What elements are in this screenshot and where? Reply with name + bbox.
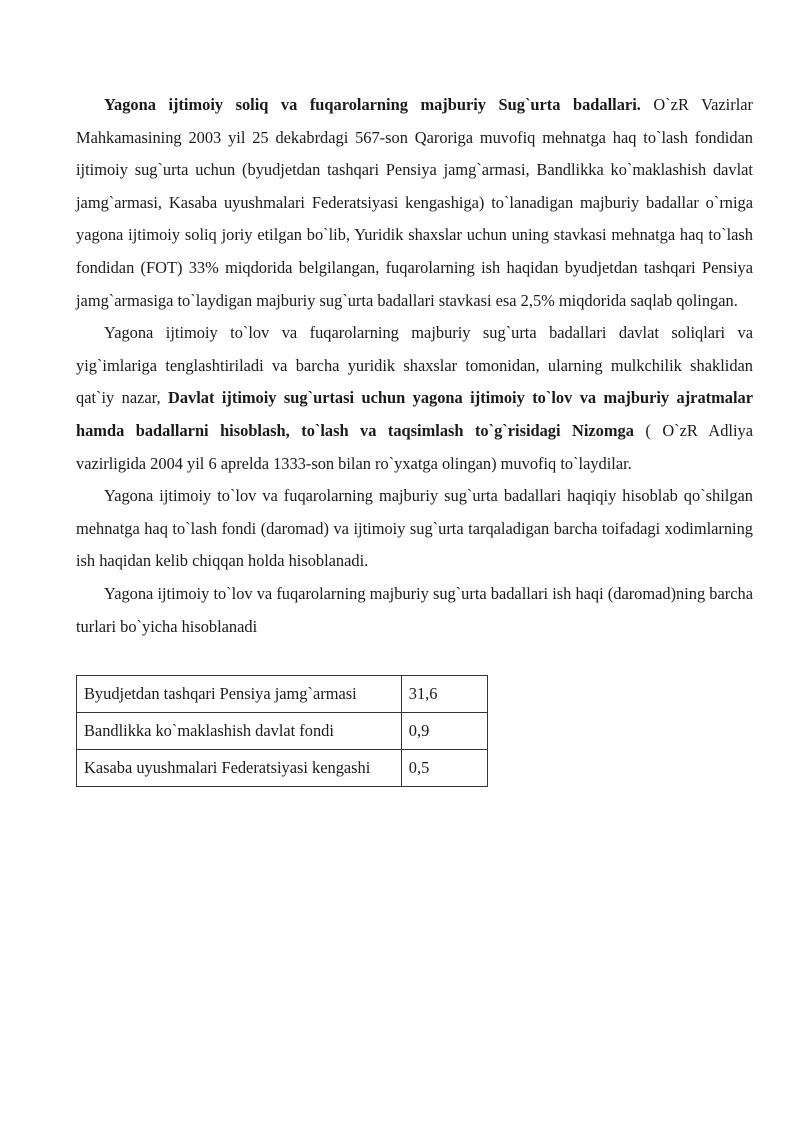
- paragraph-2: [76, 317, 753, 480]
- paragraph-1-text: O`zR Vazirlar Mahkamasining 2003 yil 25 dekabrdagi 567-son Qaroriga muvofiq mehnatga haq to`lash fondidan ijtimoiy sug`urta uchun (byudjetdan tashqari Pensiya jamg`armasi, Bandlikka ko`maklashish davlat jamg`armasi, Kasaba uyushmalari Federatsiyasi kengashiga) to`lanadigan majburiy badallar o`rniga yagona ijtimoiy soliq joriy etilgan bo`lib, Yuridik shaxslar uchun uning stavkasi mehnatga haq to`lash fondidan (FOT) 33% miqdorida belgilangan, fuqarolarning ish haqidan byudjetdan tashqari Pensiya jamg`armasiga to`laydigan majburiy sug`urta badallari stavkasi esa 2,5% miqdorida saqlab qolingan.: [76, 95, 753, 310]
- table-cell-label: Kasaba uyushmalari Federatsiyasi kengashi: [77, 750, 402, 787]
- paragraph-3: [76, 480, 753, 578]
- document-page: [76, 89, 753, 787]
- paragraph-2-text-after: ( O`zR Adliya vazirligida 2004 yil 6 aprelda 1333-son bilan ro`yxatga olingan) muvofiq to`laydilar.: [76, 420, 753, 473]
- paragraph-4: [76, 578, 753, 643]
- paragraph-3-text: Yagona ijtimoiy to`lov va fuqarolarning majburiy sug`urta badallari haqiqiy hisoblab qo`shilgan mehnatga haq to`lash fondi (daromad) va ijtimoiy sug`urta tarqaladigan barcha toifadagi xodimlarning ish haqidan kelib chiqqan holda hisoblanadi.: [76, 486, 753, 571]
- paragraph-4-text: Yagona ijtimoiy to`lov va fuqarolarning majburiy sug`urta badallari ish haqi (daromad)ning barcha turlari bo`yicha hisoblanadi: [76, 583, 753, 636]
- paragraph-2-bold: Davlat ijtimoiy sug`urtasi uchun yagona ijtimoiy to`lov va majburiy ajratmalar hamda badallarni hisoblash, to`lash va taqsimlash to`g`risidagi Nizomga: [76, 388, 753, 440]
- table-cell-value: 0,5: [401, 750, 487, 787]
- table-cell-label: Bandlikka ko`maklashish davlat fondi: [77, 713, 402, 750]
- paragraph-1: [76, 89, 753, 317]
- paragraph-2-text-before: Yagona ijtimoiy to`lov va fuqarolarning majburiy sug`urta badallari davlat soliqlari va yig`imlariga tenglashtiriladi va barcha yuridik shaxslar tomonidan, ularning mulkchilik shaklidan qat`iy nazar,: [76, 323, 753, 408]
- table-row: [77, 713, 488, 750]
- rates-table: [76, 675, 488, 787]
- paragraph-1-bold-lead: Yagona ijtimoiy soliq va fuqarolarning majburiy Sug`urta badallari.: [104, 95, 641, 114]
- table-row: [77, 750, 488, 787]
- table-cell-value: 31,6: [401, 676, 487, 713]
- table-cell-value: 0,9: [401, 713, 487, 750]
- table-row: [77, 676, 488, 713]
- table-cell-label: Byudjetdan tashqari Pensiya jamg`armasi: [77, 676, 402, 713]
